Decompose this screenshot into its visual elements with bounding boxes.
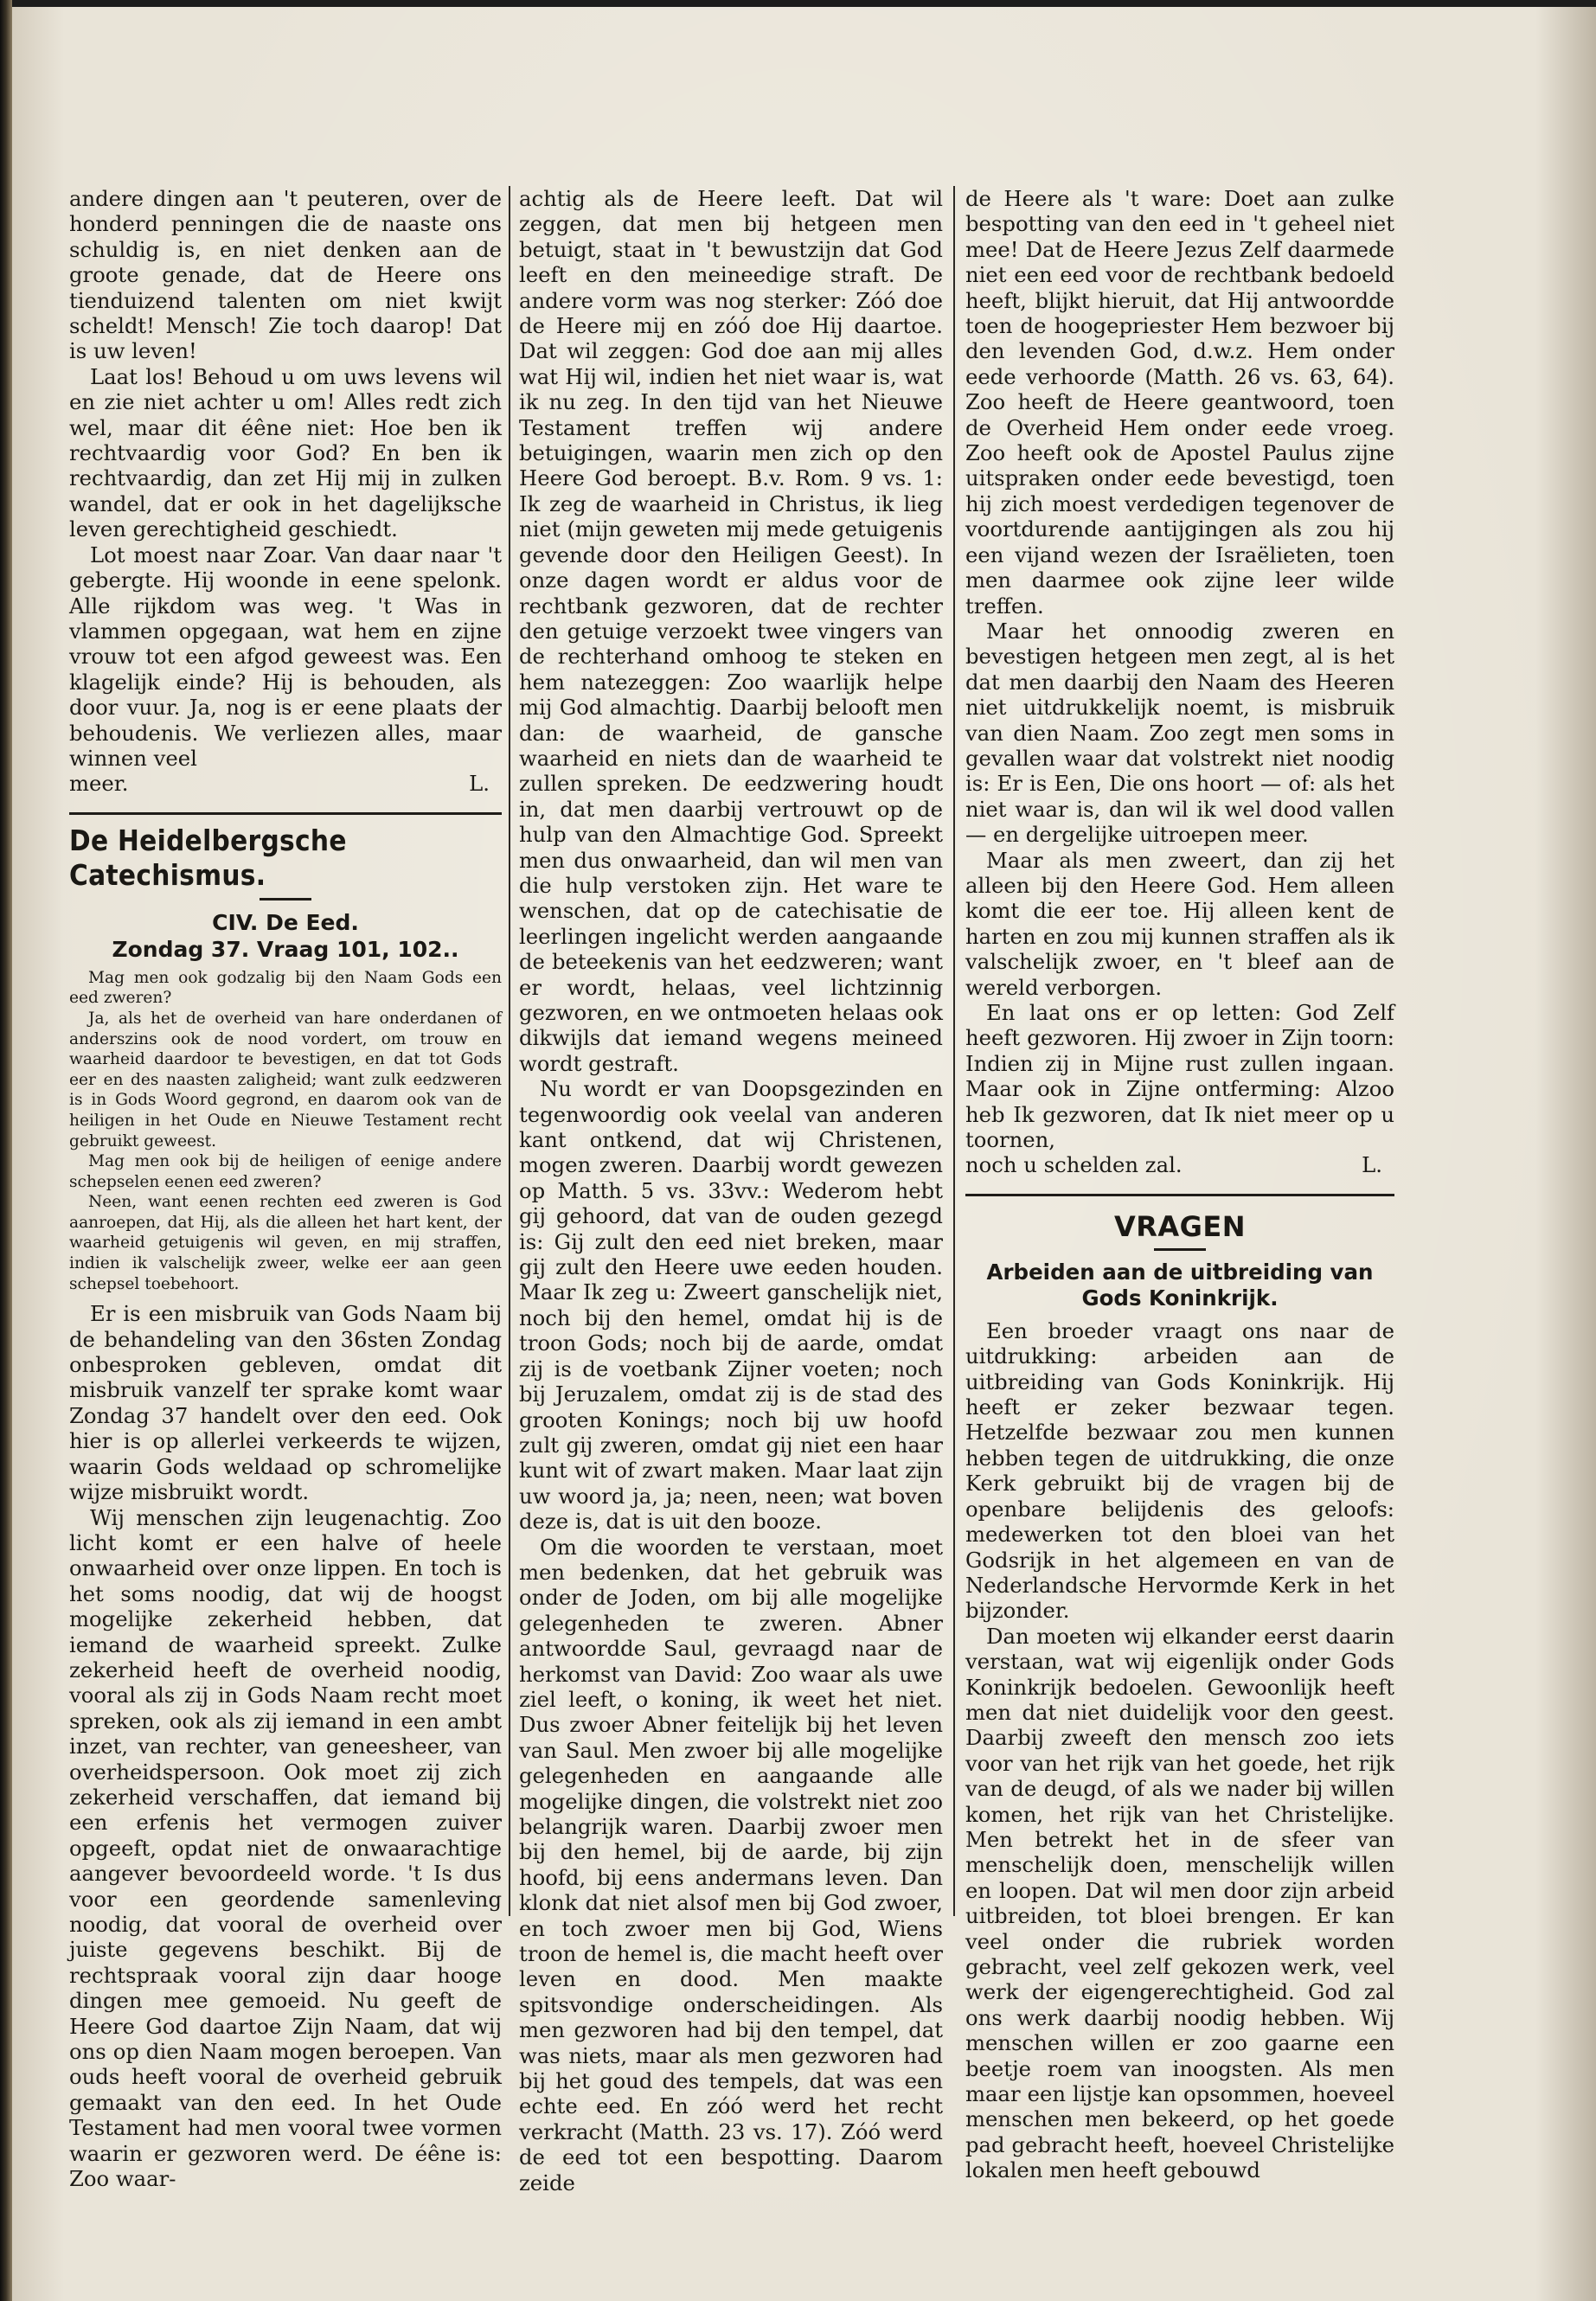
closing-line: [965, 1152, 1394, 1177]
catechism-quote: [69, 968, 502, 1295]
paragraph: Om die woorden te verstaan, moet men bedenken, dat het gebruik was onder de Joden, om bij alle mogelijke gelegenheden te zweren. Abner antwoordde Saul, gevraagd naar de herkomst van David: Zoo waar als uwe ziel leeft, o koning, ik weet het niet. Dus zwoer Abner feitelijk bij het leven van Saul. Men zwoer bij alle mogelijke gelegenheden en aangaande alle mogelijke dingen, die volstrekt niet zoo belangrijk waren. Daarbij zwoer men bij den hemel, bij de aarde, bij zijn hoofd, bij eens andermans leven. Dan klonk dat niet alsof men bij God zwoer, en toch zwoer men bij God, Wiens troon de hemel is, die macht heeft over leven en dood. Men maakte spitsvondige onderscheidingen. Als men gezworen had bij den tempel, dat was niets, maar als men gezworen had bij het goud des tempels, dat was een echte eed. En zóó werd het recht verkracht (Matth. 23 vs. 17). Zóó werd de eed tot een bespotting. Daarom zeide: [519, 1534, 943, 2195]
column-2: [519, 186, 943, 2195]
paragraph: achtig als de Heere leeft. Dat wil zeggen, dat men bij hetgeen men betuigt, staat in 't bewustzijn dat God leeft en den meineedige straft. De andere vorm was nog sterker: Zóó doe de Heere mij en zóó doe Hij daartoe. Dat wil zeggen: God doe aan mij alles wat Hij wil, indien het niet waar is, wat ik nu zeg. In den tijd van het Nieuwe Testament treffen wij andere betuigingen, waarin men zich op den Heere God beroept. B.v. Rom. 9 vs. 1: Ik zeg de waarheid in Christus, ik lieg niet (mijn geweten mij mede getuigenis gevende door den Heiligen Geest). In onze dagen wordt er aldus voor de rechtbank gezworen, dat de rechter den getuige verzoekt twee vingers van de rechterhand omhoog te steken en hem natezeggen: Zoo waarlijk helpe mij God almachtig. Daarbij belooft men dan: de waarheid, de gansche waarheid en niets dan de waarheid te zullen spreken. De eedzwering houdt in, dat men daarbij vertrouwt op de hulp van den Almachtige God. Spreekt men dus onwaarheid, dan wil men van die hulp verstoken zijn. Het ware te wenschen, dat op de catechisatie de leerlingen ingelicht werden aangaande de beteekenis van het eedzweren; want er wordt, helaas, veel lichtzinnig gezworen, en we ontmoeten helaas ook dikwijls dat iemand wegens meineed wordt gestraft.: [519, 186, 943, 1076]
paragraph: Een broeder vraagt ons naar de uitdrukking: arbeiden aan de uitbreiding van Gods Koninkrijk. Hij heeft er zeker bezwaar tegen. Hetzelfde bezwaar zou men kunnen hebben tegen de uitdrukking, die onze Kerk gebruikt bij de vragen bij de openbare belijdenis des geloofs: medewerken tot den bloei van het Godsrijk in het algemeen en van de Nederlandsche Hervormde Kerk in het bijzonder.: [965, 1317, 1394, 1624]
author-signature: L.: [469, 771, 490, 797]
paragraph: de Heere als 't ware: Doet aan zulke bespotting van den eed in 't geheel niet mee! Dat de Heere Jezus Zelf daarmede niet een eed voor de rechtbank bedoeld heeft, blijkt hieruit, dat Hij antwoordde toen de hoogepriester Hem bezwoer bij den levenden God, d.w.z. Hem onder eede verhoorde (Matth. 26 vs. 63, 64). Zoo heeft de Heere geantwoord, toen de Overheid Hem onder eede vroeg. Zoo heeft ook de Apostel Paulus zijne uitspraken onder eede bevestigd, toen hij zich moest verdedigen tegenover de voortdurende aantijgingen als zou hij een vijand wezen der Israëlieten, toen men daarmee ook zijne leer wilde treffen.: [965, 186, 1394, 619]
paragraph: Maar het onnoodig zweren en bevestigen hetgeen men zegt, al is het dat men daarbij den Naam des Heeren niet uitdrukkelijk noemt, is misbruik van dien Naam. Zoo zegt men soms in gevallen waar dat volstrekt niet noodig is: Er is Een, Die ons hoort — of: als het niet waar is, dan wil ik wel dood vallen — en dergelijke uitroepen meer.: [965, 618, 1394, 848]
column-1: [69, 186, 502, 2191]
paragraph: Er is een misbruik van Gods Naam bij de behandeling van den 36sten Zondag onbesproken gebleven, omdat dit misbruik vanzelf ter sprake komt waar Zondag 37 handelt over den eed. Ook hier is op allerlei verkeerds te wijzen, waarin Gods weldaad op schromelijke wijze misbruikt wordt.: [69, 1301, 502, 1505]
closing-word: meer.: [69, 771, 129, 797]
article-title: Arbeiden aan de uitbreiding van Gods Koninkrijk.: [986, 1259, 1374, 1311]
section-rule: [69, 812, 502, 815]
sunday-question-heading: Zondag 37. Vraag 101, 102..: [112, 936, 459, 962]
paragraph: andere dingen aan 't peuteren, over de honderd penningen die de naaste ons schuldig is, en niet denken aan de groote genade, dat de Heere ons tienduizend talenten om niet kwijt scheldt! Mensch! Zie toch daarop! Dat is uw leven!: [69, 186, 502, 364]
section-title: VRAGEN: [1113, 1209, 1247, 1243]
closing-line: [69, 771, 502, 796]
catechism-question: Mag men ook godzalig bij den Naam Gods een eed zweren?: [69, 968, 502, 1008]
column-divider-2: [953, 186, 955, 1916]
paragraph: Dan moeten wij elkander eerst daarin verstaan, wat wij eigenlijk onder Gods Koninkrijk bedoelen. Gewoonlijk heeft men dat niet duidelijk voor den geest. Daarbij zweeft den mensch zoo iets voor van het rijk van het goede, het rijk van de deugd, of als we nader bij willen komen, het rijk van het Christelijke. Men betrekt het in de sfeer van menschelijk doen, menschelijk willen en loopen. Dat wil men door zijn arbeid uitbreiden, tot bloei brengen. Er kan veel onder die rubriek worden gebracht, veel zelf gekozen werk, veel werk der eigengerechtigheid. God zal ons werk daarbij noodig hebben. Wij menschen willen er zoo gaarne een beetje roem van inoogsten. Als men maar een lijstje kan opsommen, hoeveel menschen men bekeerd, op het goede pad gebracht heeft, hoeveel Christelijke lokalen men heeft gebouwd: [965, 1623, 1394, 2183]
paragraph: Lot moest naar Zoar. Van daar naar 't gebergte. Hij woonde in eene spelonk. Alle rijkdom was weg. 't Was in vlammen opgegaan, wat hem en zijne vrouw tot een afgod geweest was. Een klagelijk einde? Hij is behouden, als door vuur. Ja, nog is er eene plaats der behoudenis. We verliezen alles, maar winnen veel: [69, 542, 502, 771]
paragraph: Laat los! Behoud u om uws levens wil en zie niet achter u om! Alles redt zich wel, maar dit éêne niet: Hoe ben ik rechtvaardig voor God? En ben ik rechtvaardig, dan zet Hij mij in zulken wandel, dat er ook in het dagelijksche leven gerechtigheid geschiedt.: [69, 363, 502, 542]
paragraph: Wij menschen zijn leugenachtig. Zoo licht komt er een halve of heele onwaarheid over onze lippen. En toch is het soms noodig, dat wij de hoogst mogelijke zekerheid hebben, dat iemand de waarheid spreekt. Zulke zekerheid heeft de overheid noodig, vooral als zij in Gods Naam recht moet spreken, ook als zij iemand in een ambt inzet, van rechter, van geneesheer, van overheidspersoon. Ook moet zij zich zekerheid verschaffen, dat iemand bij een erfenis het vermogen zuiver opgeeft, opdat niet de onwaarachtige aangever bevoordeeld worde. 't Is dus voor een geordende samenleving noodig, dat vooral de overheid over juiste gegevens beschikt. Bij de rechtspraak vooral zijn daar hooge dingen mee gemoeid. Nu geeft de Heere God daartoe Zijn Naam, dat wij ons op dien Naam mogen beroepen. Van ouds heeft vooral de overheid gebruik gemaakt van den eed. In het Oude Testament had men vooral twee vormen waarin er gezworen werd. De éêne is: Zoo waar-: [69, 1504, 502, 2192]
column-3: [965, 186, 1394, 2183]
catechism-answer: Neen, want eenen rechten eed zweren is God aanroepen, dat Hij, als die alleen het hart kent, der waarheid getuigenis wil geven, en mij straffen, indien ik valschelijk zweer, welke eer aan geen schepsel toebehoort.: [69, 1193, 502, 1293]
page-gutter-shadow: [1535, 7, 1596, 2301]
title-underline: [260, 898, 311, 901]
closing-words: noch u schelden zal.: [965, 1152, 1183, 1178]
lesson-number: CIV. De Eed.: [212, 909, 359, 935]
paragraph: Maar als men zweert, dan zij het alleen bij den Heere God. Hem alleen komt die eer toe. Hij alleen kent de harten en zou mij kunnen straffen als ik valschelijk zwoer, en 't bleef aan de wereld verborgen.: [965, 847, 1394, 1000]
paragraph: Nu wordt er van Doopsgezinden en tegenwoordig ook veelal van anderen kant ontkend, dat wij Christenen, mogen zweren. Daarbij wordt gewezen op Matth. 5 vs. 33vv.: Wederom hebt gij gehoord, dat van de ouden gezegd is: Gij zult den eed niet breken, maar gij zult den Heere uwe eeden houden. Maar Ik zeg u: Zweert ganschelijk niet, noch bij den hemel, omdat hij is de troon Gods; noch bij de aarde, omdat zij is de voetbank Zijner voeten; noch bij Jeruzalem, omdat zij is de stad des grooten Konings; noch bij uw hoofd zult gij zweren, omdat gij niet een haar kunt wit of zwart maken. Maar laat zijn uw woord ja, ja; neen, neen; wat boven deze is, dat is uit den booze.: [519, 1076, 943, 1535]
book-spine-edge: [0, 0, 12, 2301]
section-title: De Heidelbergsche Catechismus.: [69, 823, 347, 892]
author-signature: L.: [1362, 1152, 1382, 1178]
section-rule: [965, 1194, 1394, 1196]
title-underline: [1154, 1248, 1206, 1251]
column-divider-1: [509, 186, 510, 1916]
paragraph: En laat ons er op letten: God Zelf heeft gezworen. Hij zwoer in Zijn toorn: Indien zij in Mijne rust zullen ingaan. Maar ook in Zijne ontferming: Alzoo heb Ik gezworen, dat Ik niet meer op u toornen,: [965, 1000, 1394, 1153]
catechism-question: Mag men ook bij de heiligen of eenige andere schepselen eenen eed zweren?: [69, 1152, 502, 1191]
catechism-answer: Ja, als het de overheid van hare onderdanen of anderszins ook de nood vordert, om trouw en waarheid daardoor te bevestigen, en dat tot Gods eer en des naasten zaligheid; want zulk eedzweren is in Gods Woord gegrond, en daarom ook van de heiligen in het Oude en Nieuwe Testament recht gebruikt geweest.: [69, 1009, 502, 1150]
